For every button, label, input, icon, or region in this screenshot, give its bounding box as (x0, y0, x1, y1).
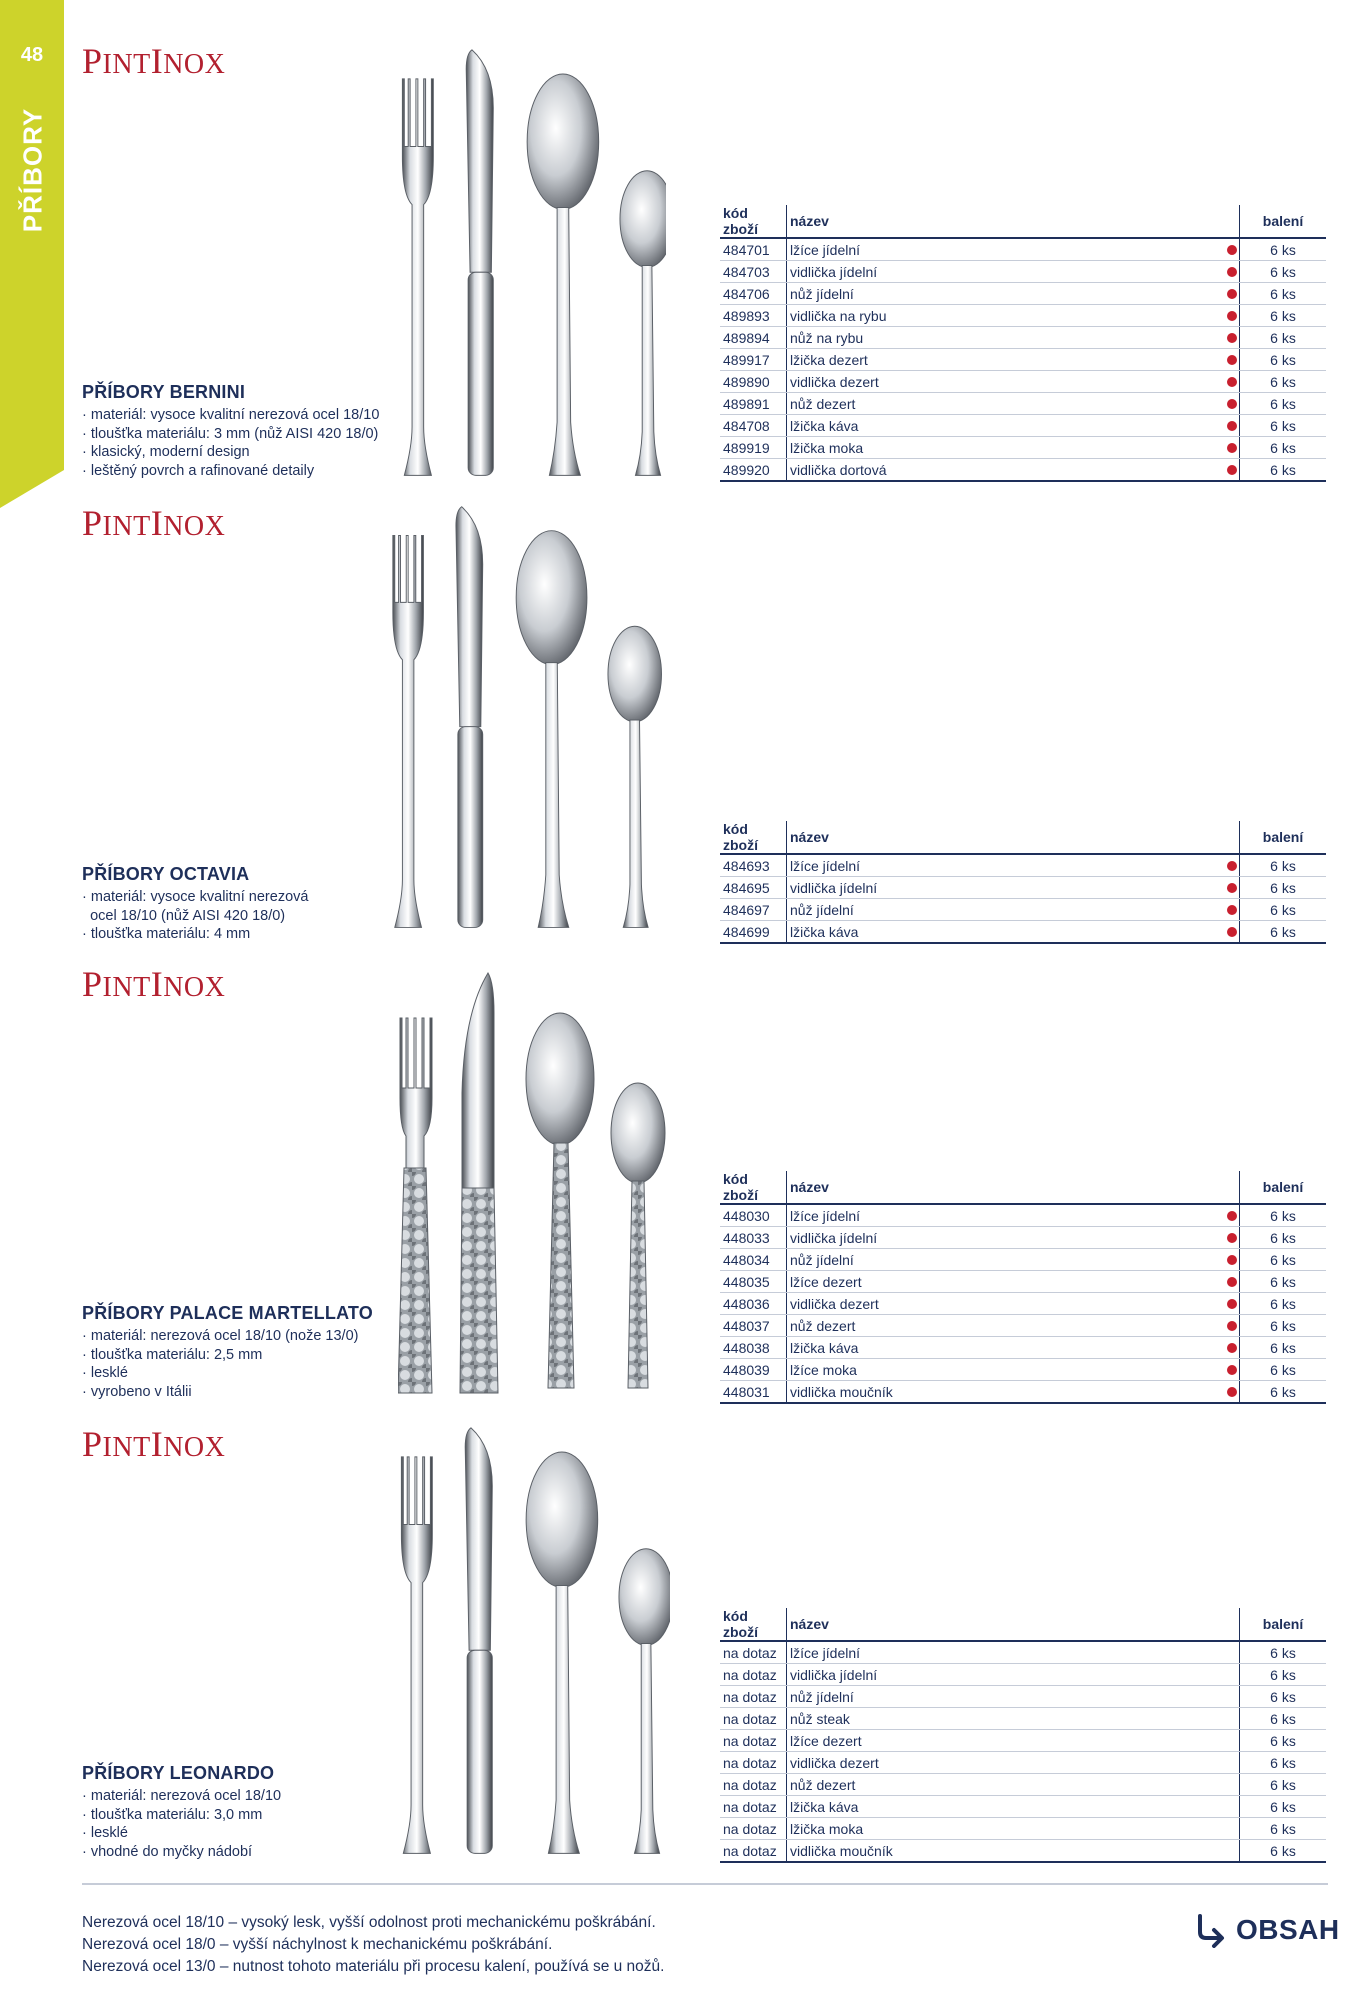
cutlery-photo (370, 502, 670, 937)
product-code: na dotaz (720, 1752, 787, 1774)
table-row (720, 393, 1326, 415)
product-pack: 6 ks (1240, 899, 1327, 921)
product-name: vidlička jídelní (787, 1664, 1240, 1686)
product-name: vidlička jídelní (787, 877, 1240, 899)
product-description (82, 1763, 412, 1861)
product-pack: 6 ks (1240, 371, 1327, 393)
availability-dot-icon (1227, 421, 1237, 431)
feature-item: · materiál: vysoce kvalitní nerezová (82, 888, 412, 907)
product-code: 484697 (720, 899, 787, 921)
table-row (720, 283, 1326, 305)
availability-dot-icon (1227, 355, 1237, 365)
table-row (720, 371, 1326, 393)
footnote: Nerezová ocel 18/0 – vyšší náchylnost k mechanickému poškrábání. (82, 1936, 553, 1953)
column-header-code: kód zboží (720, 1608, 787, 1641)
product-title: PŘÍBORY OCTAVIA (82, 864, 250, 884)
product-name: vidlička moučník (787, 1381, 1240, 1404)
product-code: 448033 (720, 1227, 787, 1249)
table-row (720, 327, 1326, 349)
footnote: Nerezová ocel 18/10 – vysoký lesk, vyšší odolnost proti mechanickému poškrábání. (82, 1914, 656, 1931)
product-name: vidlička na rybu (787, 305, 1240, 327)
footnote: Nerezová ocel 13/0 – nutnost tohoto materiálu při procesu kalení, používá se u nožů. (82, 1958, 665, 1975)
product-pack: 6 ks (1240, 1337, 1327, 1359)
availability-dot-icon (1227, 883, 1237, 893)
product-name: vidlička jídelní (787, 261, 1240, 283)
return-arrow-icon (1194, 1912, 1230, 1948)
product-code: 489919 (720, 437, 787, 459)
product-title: PŘÍBORY BERNINI (82, 382, 246, 402)
availability-dot-icon (1227, 1387, 1237, 1397)
product-code: 489890 (720, 371, 787, 393)
product-pack: 6 ks (1240, 1796, 1327, 1818)
product-name: lžíce jídelní (787, 854, 1240, 877)
side-tab (0, 0, 64, 508)
product-code: 484706 (720, 283, 787, 305)
cutlery-photo (390, 1423, 670, 1863)
product-pack: 6 ks (1240, 1752, 1327, 1774)
product-pack: 6 ks (1240, 349, 1327, 371)
feature-item: · tloušťka materiálu: 3,0 mm (82, 1806, 412, 1825)
table-row (720, 1686, 1326, 1708)
feature-item: · materiál: nerezová ocel 18/10 (nože 13/0) (82, 1327, 412, 1346)
availability-dot-icon (1227, 1299, 1237, 1309)
product-name: vidlička dortová (787, 459, 1240, 482)
column-header-code: kód zboží (720, 205, 787, 238)
product-pack: 6 ks (1240, 261, 1327, 283)
feature-item: · vyrobeno v Itálii (82, 1383, 412, 1402)
material-footnotes (82, 1912, 664, 1978)
availability-dot-icon (1227, 267, 1237, 277)
product-code: na dotaz (720, 1774, 787, 1796)
product-pack: 6 ks (1240, 415, 1327, 437)
table-row (720, 1840, 1326, 1863)
availability-dot-icon (1227, 311, 1237, 321)
product-name: lžíce moka (787, 1359, 1240, 1381)
availability-dot-icon (1227, 861, 1237, 871)
table-row (720, 349, 1326, 371)
product-code: 448035 (720, 1271, 787, 1293)
availability-dot-icon (1227, 1277, 1237, 1287)
product-code: na dotaz (720, 1641, 787, 1664)
product-pack: 6 ks (1240, 1686, 1327, 1708)
product-pack: 6 ks (1240, 238, 1327, 261)
product-name: lžička moka (787, 1818, 1240, 1840)
product-pack: 6 ks (1240, 854, 1327, 877)
product-name: vidlička jídelní (787, 1227, 1240, 1249)
availability-dot-icon (1227, 245, 1237, 255)
table-row (720, 1796, 1326, 1818)
availability-dot-icon (1227, 377, 1237, 387)
table-row (720, 238, 1326, 261)
table-row (720, 877, 1326, 899)
column-header-pack: balení (1240, 205, 1327, 238)
product-code: na dotaz (720, 1840, 787, 1863)
product-name: nůž dezert (787, 1774, 1240, 1796)
product-code: na dotaz (720, 1686, 787, 1708)
table-row (720, 1204, 1326, 1227)
table-row (720, 1708, 1326, 1730)
product-name: lžička káva (787, 921, 1240, 944)
availability-dot-icon (1227, 465, 1237, 475)
feature-item: · klasický, moderní design (82, 443, 412, 462)
product-pack: 6 ks (1240, 283, 1327, 305)
feature-item: · lesklé (82, 1364, 412, 1383)
table-row (720, 261, 1326, 283)
availability-dot-icon (1227, 1233, 1237, 1243)
table-row (720, 437, 1326, 459)
product-pack: 6 ks (1240, 877, 1327, 899)
table-row (720, 1774, 1326, 1796)
product-name: vidlička dezert (787, 1293, 1240, 1315)
availability-dot-icon (1227, 1211, 1237, 1221)
feature-item: · materiál: vysoce kvalitní nerezová ocel 18/10 (82, 406, 412, 425)
product-name: nůž jídelní (787, 283, 1240, 305)
section-divider (82, 1883, 1328, 1885)
column-header-name: název (787, 205, 1240, 238)
product-name: lžička káva (787, 1796, 1240, 1818)
product-name: vidlička moučník (787, 1840, 1240, 1863)
table-row (720, 1271, 1326, 1293)
product-code: 489893 (720, 305, 787, 327)
page-number: 48 (20, 44, 44, 66)
column-header-name: název (787, 1608, 1240, 1641)
product-code: 484708 (720, 415, 787, 437)
product-name: lžíce jídelní (787, 1641, 1240, 1664)
brand-logo: PINTINOX (82, 1424, 226, 1464)
product-code: 489894 (720, 327, 787, 349)
product-code: 484703 (720, 261, 787, 283)
product-title: PŘÍBORY PALACE MARTELLATO (82, 1303, 374, 1323)
product-code: na dotaz (720, 1708, 787, 1730)
table-row (720, 305, 1326, 327)
feature-item: · lesklé (82, 1824, 412, 1843)
table-row (720, 1641, 1326, 1664)
product-pack: 6 ks (1240, 1249, 1327, 1271)
table-row (720, 1249, 1326, 1271)
product-table (720, 205, 1326, 482)
product-code: na dotaz (720, 1730, 787, 1752)
product-pack: 6 ks (1240, 1664, 1327, 1686)
product-name: nůž na rybu (787, 327, 1240, 349)
table-row (720, 1337, 1326, 1359)
availability-dot-icon (1227, 1365, 1237, 1375)
product-name: nůž dezert (787, 393, 1240, 415)
product-code: 448037 (720, 1315, 787, 1337)
column-header-name: název (787, 1171, 1240, 1204)
product-code: na dotaz (720, 1818, 787, 1840)
product-name: lžička káva (787, 415, 1240, 437)
product-pack: 6 ks (1240, 437, 1327, 459)
brand-logo: PINTINOX (82, 503, 226, 543)
product-pack: 6 ks (1240, 1641, 1327, 1664)
product-pack: 6 ks (1240, 1774, 1327, 1796)
product-name: lžíce jídelní (787, 238, 1240, 261)
table-row (720, 1315, 1326, 1337)
table-header (720, 821, 1326, 854)
product-code: 448038 (720, 1337, 787, 1359)
product-code: 448036 (720, 1293, 787, 1315)
feature-item: · tloušťka materiálu: 3 mm (nůž AISI 420 18/0) (82, 425, 412, 444)
column-header-pack: balení (1240, 1171, 1327, 1204)
product-table (720, 821, 1326, 944)
feature-item: · tloušťka materiálu: 2,5 mm (82, 1346, 412, 1365)
product-pack: 6 ks (1240, 305, 1327, 327)
feature-item: ocel 18/10 (nůž AISI 420 18/0) (90, 907, 286, 924)
availability-dot-icon (1227, 1343, 1237, 1353)
product-name: lžíce dezert (787, 1730, 1240, 1752)
table-header (720, 1171, 1326, 1204)
product-name: lžička moka (787, 437, 1240, 459)
table-header (720, 205, 1326, 238)
product-name: nůž dezert (787, 1315, 1240, 1337)
product-pack: 6 ks (1240, 459, 1327, 482)
availability-dot-icon (1227, 333, 1237, 343)
product-name: lžička káva (787, 1337, 1240, 1359)
product-pack: 6 ks (1240, 921, 1327, 944)
table-row (720, 1227, 1326, 1249)
product-name: nůž steak (787, 1708, 1240, 1730)
availability-dot-icon (1227, 289, 1237, 299)
product-name: vidlička dezert (787, 1752, 1240, 1774)
product-code: 489917 (720, 349, 787, 371)
table-row (720, 1359, 1326, 1381)
product-pack: 6 ks (1240, 327, 1327, 349)
product-pack: 6 ks (1240, 1818, 1327, 1840)
availability-dot-icon (1227, 1321, 1237, 1331)
table-of-contents-link[interactable] (1194, 1912, 1340, 1948)
product-name: nůž jídelní (787, 1249, 1240, 1271)
product-code: 448039 (720, 1359, 787, 1381)
table-row (720, 1664, 1326, 1686)
product-description (82, 864, 412, 944)
feature-item: · vhodné do myčky nádobí (82, 1843, 412, 1862)
feature-item: · materiál: nerezová ocel 18/10 (82, 1787, 412, 1806)
brand-logo: PINTINOX (82, 964, 226, 1004)
table-row (720, 459, 1326, 482)
column-header-code: kód zboží (720, 1171, 787, 1204)
product-code: 448030 (720, 1204, 787, 1227)
column-header-pack: balení (1240, 821, 1327, 854)
column-header-name: název (787, 821, 1240, 854)
product-name: lžička dezert (787, 349, 1240, 371)
product-pack: 6 ks (1240, 1708, 1327, 1730)
product-table (720, 1608, 1326, 1863)
product-code: 489891 (720, 393, 787, 415)
product-code: 484701 (720, 238, 787, 261)
product-code: na dotaz (720, 1796, 787, 1818)
table-row (720, 854, 1326, 877)
product-name: lžíce dezert (787, 1271, 1240, 1293)
product-description (82, 1303, 412, 1401)
product-code: 489920 (720, 459, 787, 482)
table-row (720, 921, 1326, 944)
product-name: nůž jídelní (787, 1686, 1240, 1708)
table-row (720, 899, 1326, 921)
section-label: PŘÍBORY (17, 107, 48, 233)
product-pack: 6 ks (1240, 1315, 1327, 1337)
table-row (720, 1752, 1326, 1774)
product-pack: 6 ks (1240, 1359, 1327, 1381)
table-header (720, 1608, 1326, 1641)
table-row (720, 1818, 1326, 1840)
product-pack: 6 ks (1240, 1381, 1327, 1404)
product-name: nůž jídelní (787, 899, 1240, 921)
product-pack: 6 ks (1240, 1227, 1327, 1249)
availability-dot-icon (1227, 927, 1237, 937)
availability-dot-icon (1227, 399, 1237, 409)
column-header-pack: balení (1240, 1608, 1327, 1641)
table-row (720, 1381, 1326, 1404)
availability-dot-icon (1227, 1255, 1237, 1265)
product-name: vidlička dezert (787, 371, 1240, 393)
product-pack: 6 ks (1240, 1840, 1327, 1863)
availability-dot-icon (1227, 443, 1237, 453)
product-table (720, 1171, 1326, 1404)
product-pack: 6 ks (1240, 1271, 1327, 1293)
product-pack: 6 ks (1240, 1204, 1327, 1227)
availability-dot-icon (1227, 905, 1237, 915)
table-row (720, 1293, 1326, 1315)
cutlery-photo (398, 963, 668, 1403)
product-name: lžíce jídelní (787, 1204, 1240, 1227)
product-code: 484699 (720, 921, 787, 944)
column-header-code: kód zboží (720, 821, 787, 854)
table-row (720, 1730, 1326, 1752)
product-description (82, 382, 412, 480)
table-row (720, 415, 1326, 437)
product-code: 448031 (720, 1381, 787, 1404)
product-code: 484695 (720, 877, 787, 899)
product-code: 484693 (720, 854, 787, 877)
product-pack: 6 ks (1240, 393, 1327, 415)
feature-item: · tloušťka materiálu: 4 mm (82, 925, 412, 944)
product-pack: 6 ks (1240, 1293, 1327, 1315)
product-pack: 6 ks (1240, 1730, 1327, 1752)
product-code: na dotaz (720, 1664, 787, 1686)
brand-logo: PINTINOX (82, 41, 226, 81)
product-title: PŘÍBORY LEONARDO (82, 1763, 275, 1783)
product-code: 448034 (720, 1249, 787, 1271)
obsah-label: OBSAH (1236, 1914, 1340, 1945)
cutlery-photo (396, 45, 666, 485)
feature-item: · leštěný povrch a rafinované detaily (82, 462, 412, 481)
